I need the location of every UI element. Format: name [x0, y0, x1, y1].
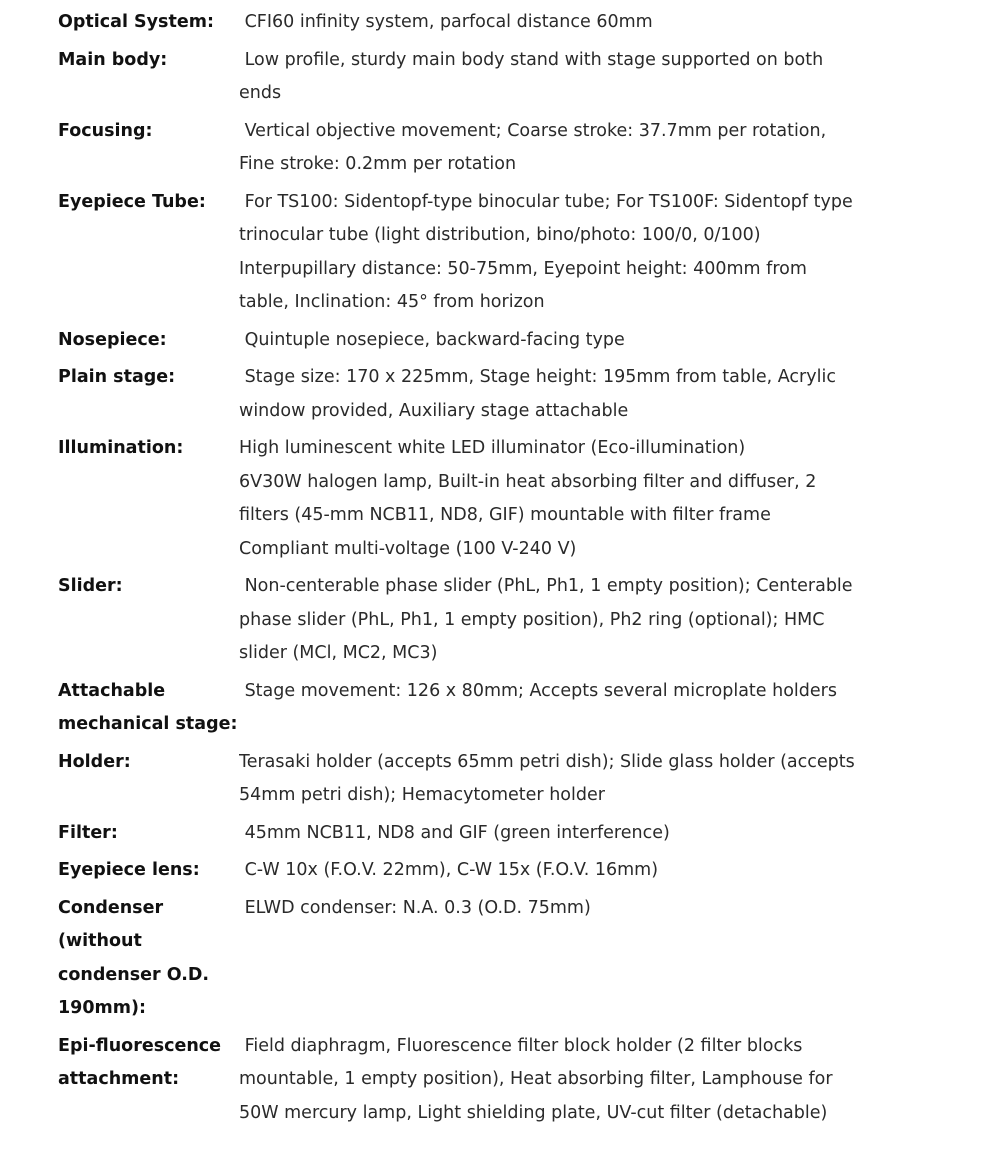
spec-row	[58, 6, 948, 44]
spec-value-line: High luminescent white LED illuminator (Eco-illumination)	[239, 438, 746, 458]
spec-value-line: 6V30W halogen lamp, Built-in heat absorbing filter and diffuser, 2	[239, 471, 817, 492]
spec-value	[239, 817, 948, 855]
spec-value-line: Terasaki holder (accepts 65mm petri dish); Slide glass holder (accepts	[239, 751, 855, 772]
spec-row	[58, 746, 948, 817]
spec-value-line: phase slider (PhL, Ph1, 1 empty position), Ph2 ring (optional); HMC	[239, 609, 825, 630]
spec-value-line: ends	[239, 83, 282, 103]
spec-value-line: C-W 10x (F.O.V. 22mm), C-W 15x (F.O.V. 16mm)	[239, 860, 659, 880]
spec-value-line: window provided, Auxiliary stage attachable	[239, 400, 629, 421]
spec-value	[239, 1030, 948, 1135]
spec-value	[239, 746, 948, 817]
spec-value-line: Stage size: 170 x 225mm, Stage height: 195mm from table, Acrylic	[239, 367, 836, 387]
spec-value-line: table, Inclination: 45° from horizon	[239, 292, 545, 312]
spec-row	[58, 115, 948, 186]
spec-value-line: slider (MCl, MC2, MC3)	[239, 643, 438, 663]
spec-label: Epi-fluorescence attachment:	[58, 1035, 222, 1089]
spec-row	[58, 1030, 948, 1135]
spec-label: Eyepiece lens:	[58, 860, 200, 880]
spec-value	[239, 854, 948, 892]
spec-label: Main body:	[58, 49, 168, 70]
spec-value	[239, 186, 948, 324]
spec-value-line: Compliant multi-voltage (100 V-240 V)	[239, 538, 577, 559]
spec-value-line: 54mm petri dish); Hemacytometer holder	[239, 785, 605, 805]
spec-value-line: mountable, 1 empty position), Heat absorbing filter, Lamphouse for	[239, 1069, 833, 1089]
spec-row	[58, 675, 948, 746]
spec-value-line: ELWD condenser: N.A. 0.3 (O.D. 75mm)	[239, 897, 591, 918]
spec-label: Condenser (without condenser O.D. 190mm):	[58, 897, 210, 1018]
spec-value-line: 50W mercury lamp, Light shielding plate, UV-cut filter (detachable)	[239, 1102, 828, 1123]
spec-label: Illumination:	[58, 438, 184, 458]
spec-label: Nosepiece:	[58, 329, 167, 350]
spec-value-line: Quintuple nosepiece, backward-facing type	[239, 329, 625, 350]
spec-label: Attachable mechanical stage:	[58, 680, 238, 734]
spec-label: Holder:	[58, 751, 131, 772]
spec-value	[239, 432, 948, 570]
spec-table-body	[58, 6, 948, 1134]
spec-value-line: CFI60 infinity system, parfocal distance 60mm	[239, 12, 653, 32]
spec-row	[58, 892, 948, 1030]
spec-value	[239, 675, 948, 746]
spec-value	[239, 6, 948, 44]
spec-value-line: Fine stroke: 0.2mm per rotation	[239, 154, 517, 174]
spec-value-line: Low profile, sturdy main body stand with stage supported on both	[239, 49, 824, 70]
spec-row	[58, 361, 948, 432]
spec-value-line: Field diaphragm, Fluorescence filter block holder (2 filter blocks	[239, 1035, 803, 1056]
spec-value	[239, 892, 948, 1030]
spec-row	[58, 186, 948, 324]
spec-table	[58, 6, 948, 1134]
spec-value-line: Vertical objective movement; Coarse stroke: 37.7mm per rotation,	[239, 120, 827, 141]
spec-value	[239, 44, 948, 115]
spec-row	[58, 324, 948, 362]
spec-value	[239, 324, 948, 362]
spec-label: Plain stage:	[58, 367, 176, 387]
spec-value-line: Non-centerable phase slider (PhL, Ph1, 1 empty position); Centerable	[239, 576, 853, 596]
spec-label: Slider:	[58, 576, 123, 596]
spec-value	[239, 570, 948, 675]
spec-label: Focusing:	[58, 120, 153, 141]
spec-row	[58, 570, 948, 675]
spec-label: Filter:	[58, 822, 118, 843]
spec-value-line: Stage movement: 126 x 80mm; Accepts several microplate holders	[239, 680, 837, 701]
spec-row	[58, 44, 948, 115]
spec-row	[58, 432, 948, 570]
spec-label: Optical System:	[58, 12, 214, 32]
spec-value-line: 45mm NCB11, ND8 and GIF (green interference)	[239, 822, 670, 843]
spec-value-line: Interpupillary distance: 50-75mm, Eyepoint height: 400mm from	[239, 258, 807, 279]
spec-row	[58, 817, 948, 855]
spec-row	[58, 854, 948, 892]
spec-value-line: For TS100: Sidentopf-type binocular tube; For TS100F: Sidentopf type	[239, 191, 853, 212]
spec-value	[239, 115, 948, 186]
spec-value-line: filters (45-mm NCB11, ND8, GIF) mountable with filter frame	[239, 505, 771, 525]
spec-value	[239, 361, 948, 432]
spec-value-line: trinocular tube (light distribution, bino/photo: 100/0, 0/100)	[239, 225, 761, 245]
spec-label: Eyepiece Tube:	[58, 191, 206, 212]
